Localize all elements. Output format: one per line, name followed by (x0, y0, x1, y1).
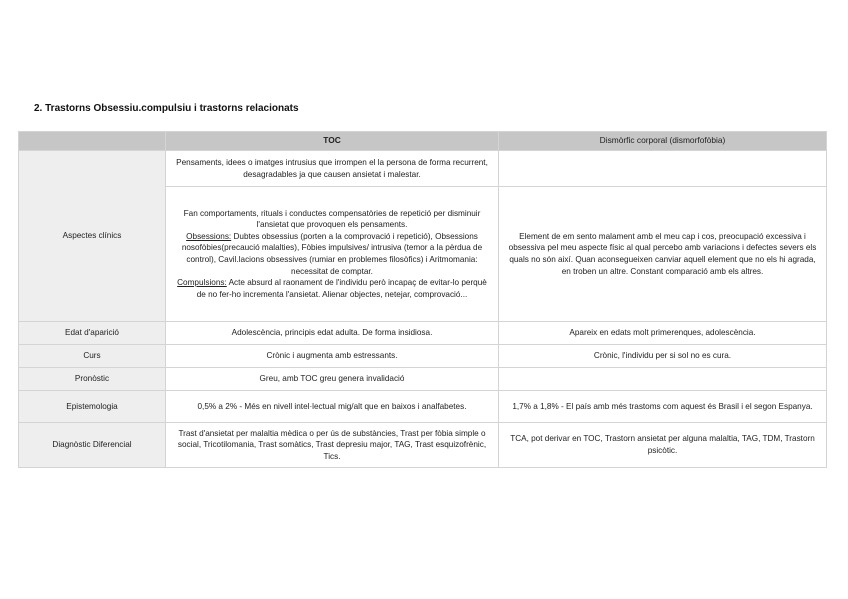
table-row (19, 423, 827, 468)
cell-dismorfic-course: Crònic, l'individu per si sol no es cura. (499, 345, 827, 368)
cell-dismorfic-prognosis (499, 368, 827, 391)
row-label-onset: Edat d'aparició (19, 322, 166, 345)
cell-dismorfic-clinical-empty (499, 151, 827, 187)
cell-toc-clinical-2 (166, 187, 499, 322)
cell-toc-onset: Adolescència, principis edat adulta. De forma insidiosa. (166, 322, 499, 345)
cell-toc-differential: Trast d'ansietat per malaltia mèdica o per ús de substàncies, Trast per fòbia simple o social, Tricotilomania, Trast somàtics, Trast depresiu major, TAG, Trast esquizofrènic, Tics. (166, 423, 499, 468)
table-row (19, 368, 827, 391)
table-row (19, 322, 827, 345)
comparison-table (18, 131, 827, 468)
compulsions-label: Compulsions: (177, 278, 227, 288)
row-label-course: Curs (19, 345, 166, 368)
table-header-row (19, 132, 827, 151)
header-empty (19, 132, 166, 151)
obsessions-text: Dubtes obsessius (porten a la comprovació i repetició), Obsessions nosofòbies(precaució malalties), Fòbies impulsives/ intrusiva (temor a la pèrdua de control), Cavil.lacions obsessives (rumiar en problemes filosòfics) i Aritmomania: necessitat de comptar. (181, 231, 483, 276)
table-row (19, 151, 827, 187)
section-title: 2. Trastorns Obsessiu.compulsiu i trastorns relacionats (34, 103, 299, 114)
cell-dismorfic-clinical: Element de em sento malament amb el meu cap i cos, preocupació excessiva i obsessiva pel meu aspecte físic al qual percebo amb variacions i defectes severs els quals no són així. Quan aconsegueixen canviar aquell element que no els hi agrada, en troben un altre. Constant comparació amb els altres. (499, 187, 827, 322)
compulsions-text: Acte absurd al raonament de l'individu però incapaç de evitar-lo perquè de no fer-ho incrementa l'ansietat. Alienar objectes, netejar, comprovació... (196, 278, 487, 299)
row-label-clinical: Aspectes clínics (19, 151, 166, 322)
row-label-epidemiology: Epistemologia (19, 391, 166, 423)
header-toc: TOC (166, 132, 499, 151)
cell-toc-epidemiology: 0,5% a 2% - Més en nivell intel·lectual mig/alt que en baixos i analfabetes. (166, 391, 499, 423)
row-label-prognosis: Pronòstic (19, 368, 166, 391)
cell-toc-clinical-1: Pensaments, idees o imatges intrusius que irrompen el la persona de forma recurrent, desagradables ja que causen ansietat i malestar. (166, 151, 499, 187)
cell-toc-prognosis: Greu, amb TOC greu genera invalidació (166, 368, 499, 391)
obsessions-label: Obsessions: (186, 231, 232, 241)
cell-dismorfic-epidemiology: 1,7% a 1,8% - El país amb més trastoms com aquest és Brasil i el segon Espanya. (499, 391, 827, 423)
table-row (19, 345, 827, 368)
table-row (19, 391, 827, 423)
header-dismorfic: Dismòrfic corporal (dismorfofòbia) (499, 132, 827, 151)
row-label-differential: Diagnòstic Diferencial (19, 423, 166, 468)
toc-clinical-intro: Fan comportaments, rituals i conductes compensatòries de repetició per disminuir l'ansietat que provoquen els pensaments. (183, 208, 481, 230)
cell-dismorfic-differential: TCA, pot derivar en TOC, Trastorn ansietat per alguna malaltia, TAG, TDM, Trastorn psicòtic. (499, 423, 827, 468)
cell-dismorfic-onset: Apareix en edats molt primerenques, adolescència. (499, 322, 827, 345)
cell-toc-course: Crònic i augmenta amb estressants. (166, 345, 499, 368)
